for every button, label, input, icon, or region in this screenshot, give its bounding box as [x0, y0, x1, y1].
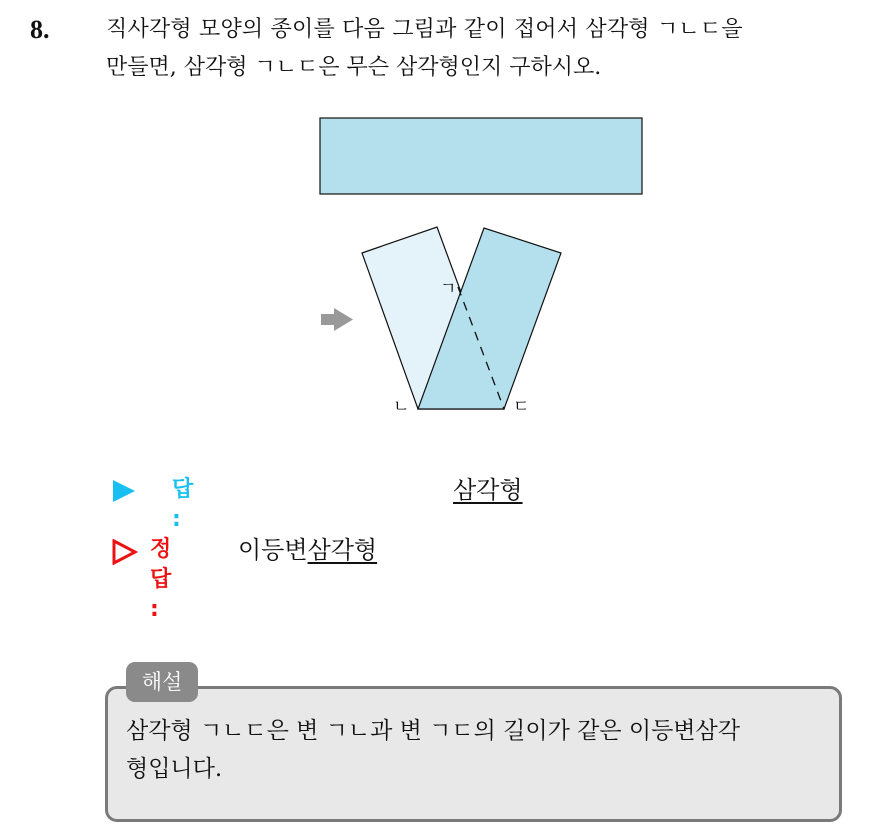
unfolded-rectangle: [320, 118, 642, 194]
vertex-label-n: ㄴ: [393, 397, 410, 417]
correct-answer-value: [238, 535, 377, 565]
answer-value: [453, 475, 523, 505]
vertex-label-d: ㄷ: [513, 397, 530, 417]
question-text-line-2: 만들면, 삼각형 ㄱㄴㄷ은 무슨 삼각형인지 구하시오.: [106, 55, 602, 80]
answer-value-underlined: 삼각형: [453, 476, 523, 504]
outline-triangle-icon: [112, 539, 138, 565]
vertex-label-g: ㄱ: [440, 279, 457, 299]
question-text-line-1: 직사각형 모양의 종이를 다음 그림과 같이 접어서 삼각형 ㄱㄴㄷ을: [106, 17, 743, 42]
filled-triangle-icon: [112, 479, 136, 503]
correct-answer-label: 정답 :: [150, 537, 172, 622]
explanation-tab: 해설: [126, 662, 198, 702]
right-arrow-icon: [321, 308, 353, 331]
correct-answer-prefix: 이등변: [238, 536, 308, 564]
question-number: 8.: [30, 15, 50, 44]
correct-answer-underlined: 삼각형: [307, 536, 378, 564]
explanation-text: [126, 712, 834, 788]
answer-label: 답 :: [172, 477, 194, 532]
explanation-line-2: 형입니다.: [126, 756, 223, 782]
explanation-line-1: 삼각형 ㄱㄴㄷ은 변 ㄱㄴ과 변 ㄱㄷ의 길이가 같은 이등변삼각: [126, 718, 740, 744]
